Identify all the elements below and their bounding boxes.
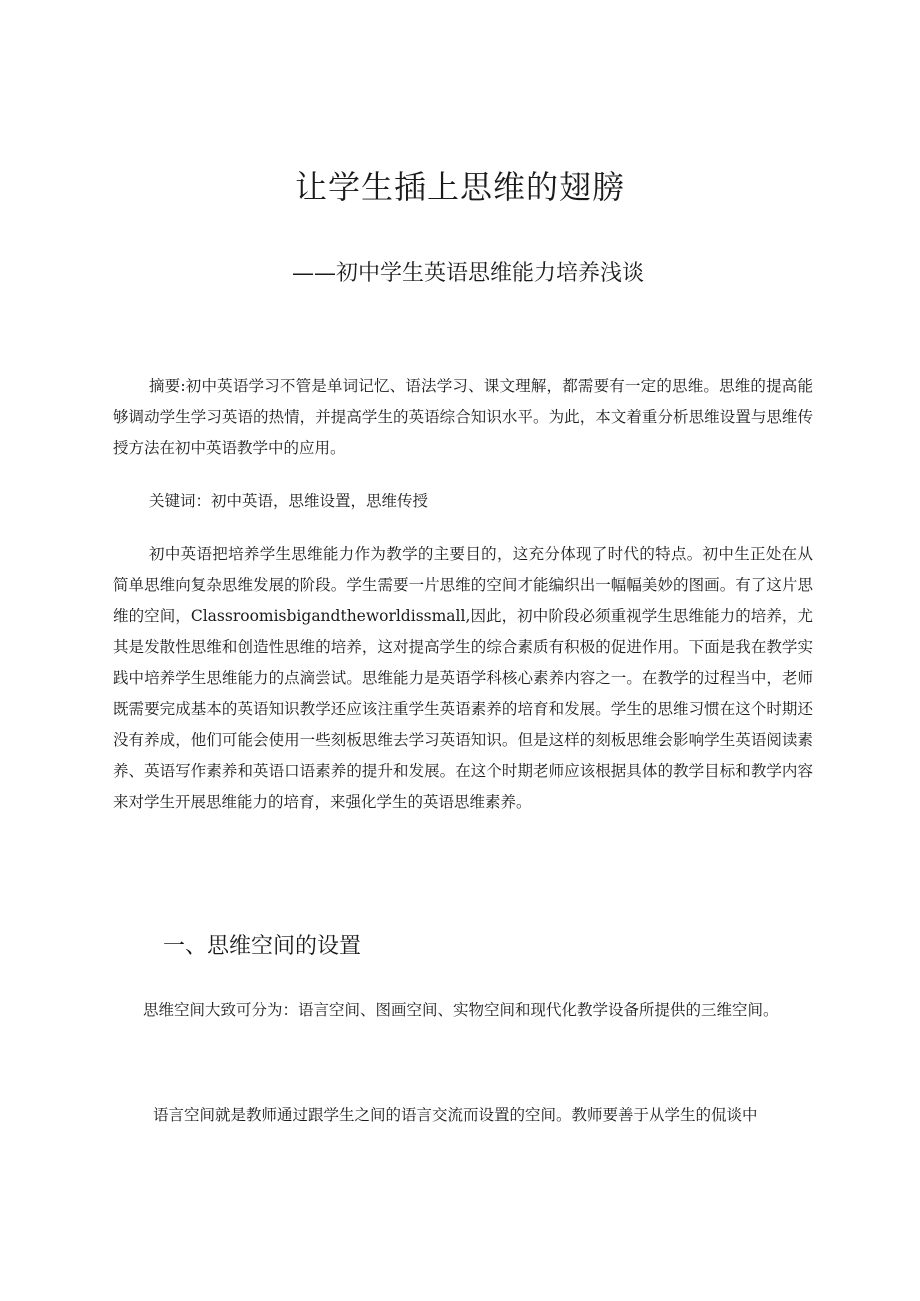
body-paragraph-3: 语言空间就是教师通过跟学生之间的语言交流而设置的空间。教师要善于从学生的侃谈中 [153, 1106, 758, 1124]
document-title: 让学生插上思维的翅膀 [294, 168, 625, 206]
abstract-paragraph: 摘要:初中英语学习不管是单词记忆、语法学习、课文理解，都需要有一定的思维。思维的提高能够调动学生学习英语的热情，并提高学生的英语综合知识水平。为此，本文着重分析思维设置与思维传授方法在初中英语教学中的应用。 [113, 377, 813, 457]
section-heading: 一、思维空间的设置 [163, 934, 362, 959]
document-subtitle: ——初中学生英语思维能力培养浅谈 [292, 261, 645, 286]
body-paragraph-2: 思维空间大致可分为：语言空间、图画空间、实物空间和现代化教学设备所提供的三维空间。 [143, 1001, 779, 1019]
body-paragraph-1: 初中英语把培养学生思维能力作为教学的主要目的，这充分体现了时代的特点。初中生正处在从简单思维向复杂思维发展的阶段。学生需要一片思维的空间才能编织出一幅幅美妙的图画。有了这片思维的空间，Classroomisbigandtheworldissmall,因此，初中阶段必须重视学生思维能力的培养，尤其是发散性思维和创造性思维的培养，这对提高学生的综合素质有积极的促进作用。下面是我在教学实践中培养学生思维能力的点滴尝试。思维能力是英语学科核心素养内容之一。在教学的过程当中，老师既需要完成基本的英语知识教学还应该注重学生英语素养的培育和发展。学生的思维习惯在这个时期还没有养成，他们可能会使用一些刻板思维去学习英语知识。但是这样的刻板思维会影响学生英语阅读素养、英语写作素养和英语口语素养的提升和发展。在这个时期老师应该根据具体的教学目标和教学内容来对学生开展思维能力的培育，来强化学生的英语思维素养。 [113, 545, 813, 811]
keywords-line: 关键词：初中英语，思维设置，思维传授 [149, 492, 429, 510]
